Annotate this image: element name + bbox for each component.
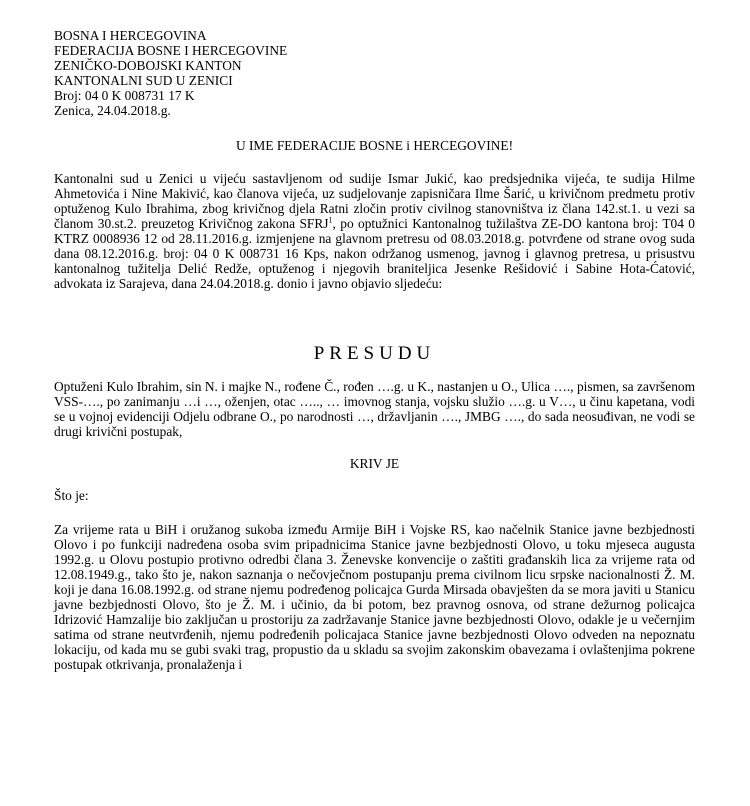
header-court: KANTONALNI SUD U ZENICI bbox=[54, 73, 233, 88]
header-country: BOSNA I HERCEGOVINA bbox=[54, 28, 207, 43]
accused-paragraph: Optuženi Kulo Ibrahim, sin N. i majke N., rođene Č., rođen ….g. u K., nastanjen u O., Ulica …., pismen, sa završenom VSS-…., po zanimanju …i …, oženjen, otac ….., … imovnog stanja, vojsku služio ….g. u V…, u činu kapetana, vodi se u vojnoj evidenciji Odjelu odbrane O., po narodnosti …, državljanin …., JMBG …., do sada neosuđivan, ne vodi se drugi krivični postupak, bbox=[54, 379, 695, 439]
header-federation: FEDERACIJA BOSNE I HERCEGOVINE bbox=[54, 43, 288, 58]
court-header bbox=[54, 28, 695, 118]
intro-paragraph bbox=[54, 171, 695, 291]
sto-je-label: Što je: bbox=[54, 488, 89, 503]
charge-paragraph: Za vrijeme rata u BiH i oružanog sukoba između Armije BiH i Vojske RS, kao načelnik Stanice javne bezbjednosti Olovo i po funkciji nadređena osoba svim pripadnicima Stanice javne bezbjednosti Olovo, u toku mjeseca augusta 1992.g. u Olovu postupio protivno odredbi člana 3. Ženevske konvencije o zaštiti građanskih lica za vrijeme rata od 12.08.1949.g., tako što je, nakon saznanja o nečovječnom postupanju prema civilnom licu srpske nacionalnosti Ž. M. koji je dana 16.08.1992.g. od strane njemu podređenog policajca Gurda Mirsada obavješten da se mora javiti u Stanicu javne bezbjednosti Olovo, što je Ž. M. i učinio, da bi potom, bez pravnog osnova, od strane dežurnog policajca Idrizović Hamzalije bio zaključan u prostoriju za zadržavanje Stanice javne bezbjednosti Olovo, odakle je u večernjim satima od strane neutvrđenih, njemu podređenih policajaca Stanice javne bezbjednosti Olovo odveden na nepoznatu lokaciju, od kada mu se gubi svaki trag, propustio da u skladu sa svojim zakonskim obavezama i ovlaštenjima pokrene postupak otkrivanja, pronalaženja i bbox=[54, 522, 695, 672]
header-date: Zenica, 24.04.2018.g. bbox=[54, 103, 171, 118]
intro-part-2: , po optužnici Kantonalnog tužilaštva ZE-DO kantona broj: T04 0 KTRZ 0008936 12 od 28.11.2016.g. izmjenjene na glavnom pretresu od 08.03.2018.g. potvrđene od strane ovog suda dana 08.12.2016.g. broj: 04 0 K 008731 16 Kps, nakon održanog usmenog, javnog i glavnog pretresa, u prisustvu kantonalnog tužitelja Delić Redže, optuženog i njegovih braniteljica Jesenke Rešidović i Sabine Hota-Ćatović, advokata iz Sarajeva, dana 24.04.2018.g. donio i javno objavio sljedeću: bbox=[54, 216, 695, 291]
header-case-number: Broj: 04 0 K 008731 17 K bbox=[54, 88, 195, 103]
document-page bbox=[54, 28, 695, 672]
verdict-title: PRESUDU bbox=[313, 343, 436, 364]
intro-part-1: Kantonalni sud u Zenici u vijeću sastavljenom od sudije Ismar Jukić, kao predsjednika vijeća, te sudija Hilme Ahmetovića i Nine Makivić, kao članova vijeća, uz sudjelovanje zapisničara Ilme Šarić, u krivičnom predmetu protiv optuženog Kulo Ibrahima, zbog krivičnog djela Ratni zločin protiv civilnog stanovništva iz člana 142.st.1. u vezi sa članom 30.st.2. preuzetog Krivičnog zakona SFRJ bbox=[54, 171, 695, 231]
verdict-guilty: KRIV JE bbox=[349, 456, 400, 471]
footnote-marker: 1 bbox=[328, 215, 333, 225]
invocation: U IME FEDERACIJE BOSNE i HERCEGOVINE! bbox=[235, 138, 514, 153]
header-canton: ZENIČKO-DOBOJSKI KANTON bbox=[54, 58, 242, 73]
